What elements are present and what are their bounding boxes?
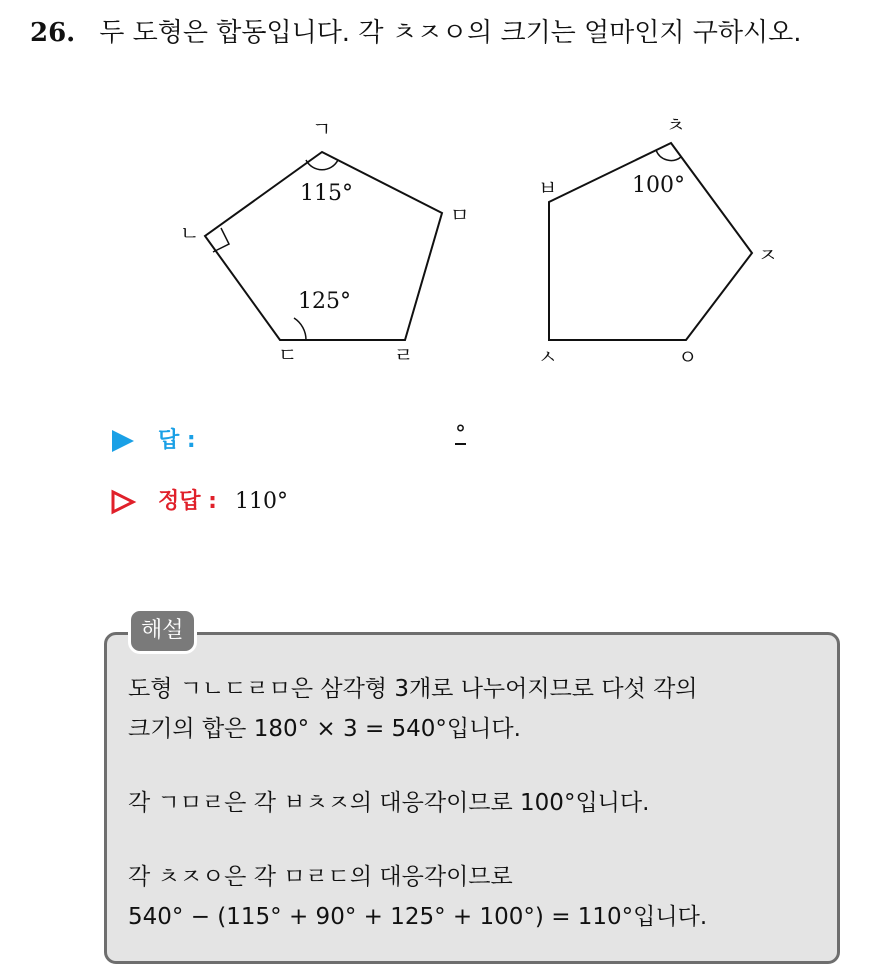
vertex-label: ㄴ [180, 221, 200, 245]
explanation-tag: 해설 [128, 608, 197, 654]
angle-arc-115 [306, 160, 338, 170]
vertex-label: ㅂ [538, 176, 558, 200]
explanation-line: 도형 ㄱㄴㄷㄹㅁ은 삼각형 3개로 나누어지므로 다섯 각의 [128, 676, 698, 702]
explanation-line: 각 ㄱㅁㄹ은 각 ㅂㅊㅈ의 대응각이므로 100°입니다. [128, 790, 650, 816]
answer-row [110, 423, 196, 454]
correct-answer-row [110, 484, 288, 515]
explanation-line: 크기의 합은 180° × 3 = 540°입니다. [128, 716, 521, 742]
explanation-line: 각 ㅊㅈㅇ은 각 ㅁㄹㄷ의 대응각이므로 [128, 864, 513, 890]
answer-blank[interactable] [455, 422, 466, 447]
vertex-label: ㅇ [678, 345, 698, 369]
angle-label: 115° [300, 181, 353, 206]
question [30, 12, 802, 49]
outline-triangle-icon [110, 489, 136, 515]
correct-answer-label: 정답 : [158, 489, 217, 514]
vertex-label: ㄷ [278, 343, 298, 367]
vertex-label: ㅅ [538, 345, 558, 369]
congruent-pentagons-figure [160, 100, 778, 380]
answer-label: 답 : [158, 428, 196, 453]
vertex-label: ㅈ [758, 243, 778, 267]
vertex-label: ㅁ [450, 203, 470, 227]
correct-answer-value: 110° [234, 489, 288, 514]
question-number: 26. [30, 18, 76, 48]
angle-label: 100° [632, 173, 685, 198]
play-triangle-icon [110, 428, 136, 454]
angle-label: 125° [298, 289, 351, 314]
angle-arc-125 [294, 318, 306, 340]
vertex-label: ㄱ [312, 117, 332, 141]
vertex-label: ㄹ [394, 343, 414, 367]
explanation-line: 540° − (115° + 90° + 125° + 100°) = 110°입니다. [128, 904, 708, 930]
vertex-label: ㅊ [666, 113, 686, 137]
question-text: 두 도형은 합동입니다. 각 ㅊㅈㅇ의 크기는 얼마인지 구하시오. [99, 18, 802, 48]
answer-unit: ° [455, 422, 466, 447]
right-angle-mark [213, 228, 229, 252]
